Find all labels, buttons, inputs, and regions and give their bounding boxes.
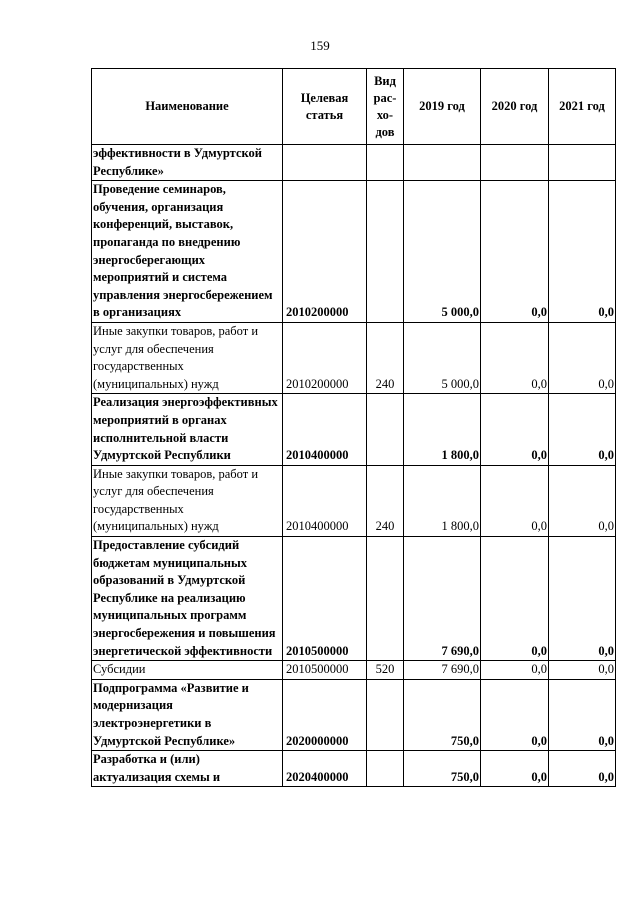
cell-2019: 1 800,0 <box>404 465 481 536</box>
table-row <box>92 145 616 181</box>
header-target: Целевая статья <box>283 69 367 145</box>
cell-2019: 1 800,0 <box>404 394 481 465</box>
cell-type: 240 <box>367 465 404 536</box>
cell-2021 <box>549 145 616 181</box>
cell-type <box>367 679 404 750</box>
table-row <box>92 679 616 750</box>
cell-2020: 0,0 <box>481 661 549 680</box>
table-row <box>92 465 616 536</box>
cell-2021: 0,0 <box>549 679 616 750</box>
header-name: Наименование <box>92 69 283 145</box>
cell-2021: 0,0 <box>549 661 616 680</box>
cell-type <box>367 181 404 323</box>
cell-2020: 0,0 <box>481 679 549 750</box>
cell-2021: 0,0 <box>549 465 616 536</box>
cell-2020: 0,0 <box>481 465 549 536</box>
cell-2021: 0,0 <box>549 394 616 465</box>
header-row <box>92 69 616 145</box>
cell-2020: 0,0 <box>481 394 549 465</box>
cell-type <box>367 751 404 787</box>
cell-type: 520 <box>367 661 404 680</box>
header-2019: 2019 год <box>404 69 481 145</box>
cell-2020 <box>481 145 549 181</box>
table-row <box>92 322 616 393</box>
header-2020: 2020 год <box>481 69 549 145</box>
cell-2020: 0,0 <box>481 751 549 787</box>
table-row <box>92 394 616 465</box>
cell-2019: 7 690,0 <box>404 661 481 680</box>
cell-2019: 750,0 <box>404 679 481 750</box>
cell-target: 2010400000 <box>283 465 367 536</box>
cell-target: 2020000000 <box>283 679 367 750</box>
cell-2020: 0,0 <box>481 181 549 323</box>
budget-table <box>91 68 616 787</box>
table-row <box>92 661 616 680</box>
cell-2021: 0,0 <box>549 322 616 393</box>
cell-2019: 7 690,0 <box>404 537 481 661</box>
cell-type <box>367 394 404 465</box>
cell-2021: 0,0 <box>549 537 616 661</box>
table-row <box>92 751 616 787</box>
cell-target <box>283 145 367 181</box>
cell-2020: 0,0 <box>481 537 549 661</box>
cell-target: 2010500000 <box>283 537 367 661</box>
cell-target: 2010500000 <box>283 661 367 680</box>
cell-type <box>367 537 404 661</box>
cell-name: эффективности в Удмуртской Республике» <box>92 145 283 181</box>
cell-2021: 0,0 <box>549 751 616 787</box>
cell-name: Подпрограмма «Развитие и модернизация электроэнергетики в Удмуртской Республике» <box>92 679 283 750</box>
cell-name: Субсидии <box>92 661 283 680</box>
cell-name: Предоставление субсидий бюджетам муниципальных образований в Удмуртской Республике на реализацию муниципальных программ энергосбережения и повышения энергетической эффективности <box>92 537 283 661</box>
cell-2019 <box>404 145 481 181</box>
cell-2020: 0,0 <box>481 322 549 393</box>
cell-name: Разработка и (или) актуализация схемы и <box>92 751 283 787</box>
cell-type <box>367 145 404 181</box>
cell-target: 2010200000 <box>283 322 367 393</box>
cell-name: Иные закупки товаров, работ и услуг для обеспечения государственных (муниципальных) нужд <box>92 465 283 536</box>
cell-name: Проведение семинаров, обучения, организация конференций, выставок, пропаганда по внедрению энергосберегающих мероприятий и система управления энергосбережением в организациях <box>92 181 283 323</box>
cell-target: 2010400000 <box>283 394 367 465</box>
header-2021: 2021 год <box>549 69 616 145</box>
cell-name: Реализация энергоэффективных мероприятий в органах исполнительной власти Удмуртской Республики <box>92 394 283 465</box>
cell-target: 2010200000 <box>283 181 367 323</box>
cell-2019: 5 000,0 <box>404 322 481 393</box>
cell-2019: 750,0 <box>404 751 481 787</box>
cell-type: 240 <box>367 322 404 393</box>
table-row <box>92 181 616 323</box>
cell-2021: 0,0 <box>549 181 616 323</box>
table-row <box>92 537 616 661</box>
cell-name: Иные закупки товаров, работ и услуг для обеспечения государственных (муниципальных) нужд <box>92 322 283 393</box>
page-number: 159 <box>310 38 330 53</box>
cell-target: 2020400000 <box>283 751 367 787</box>
cell-2019: 5 000,0 <box>404 181 481 323</box>
header-type: Вид рас-хо-дов <box>367 69 404 145</box>
